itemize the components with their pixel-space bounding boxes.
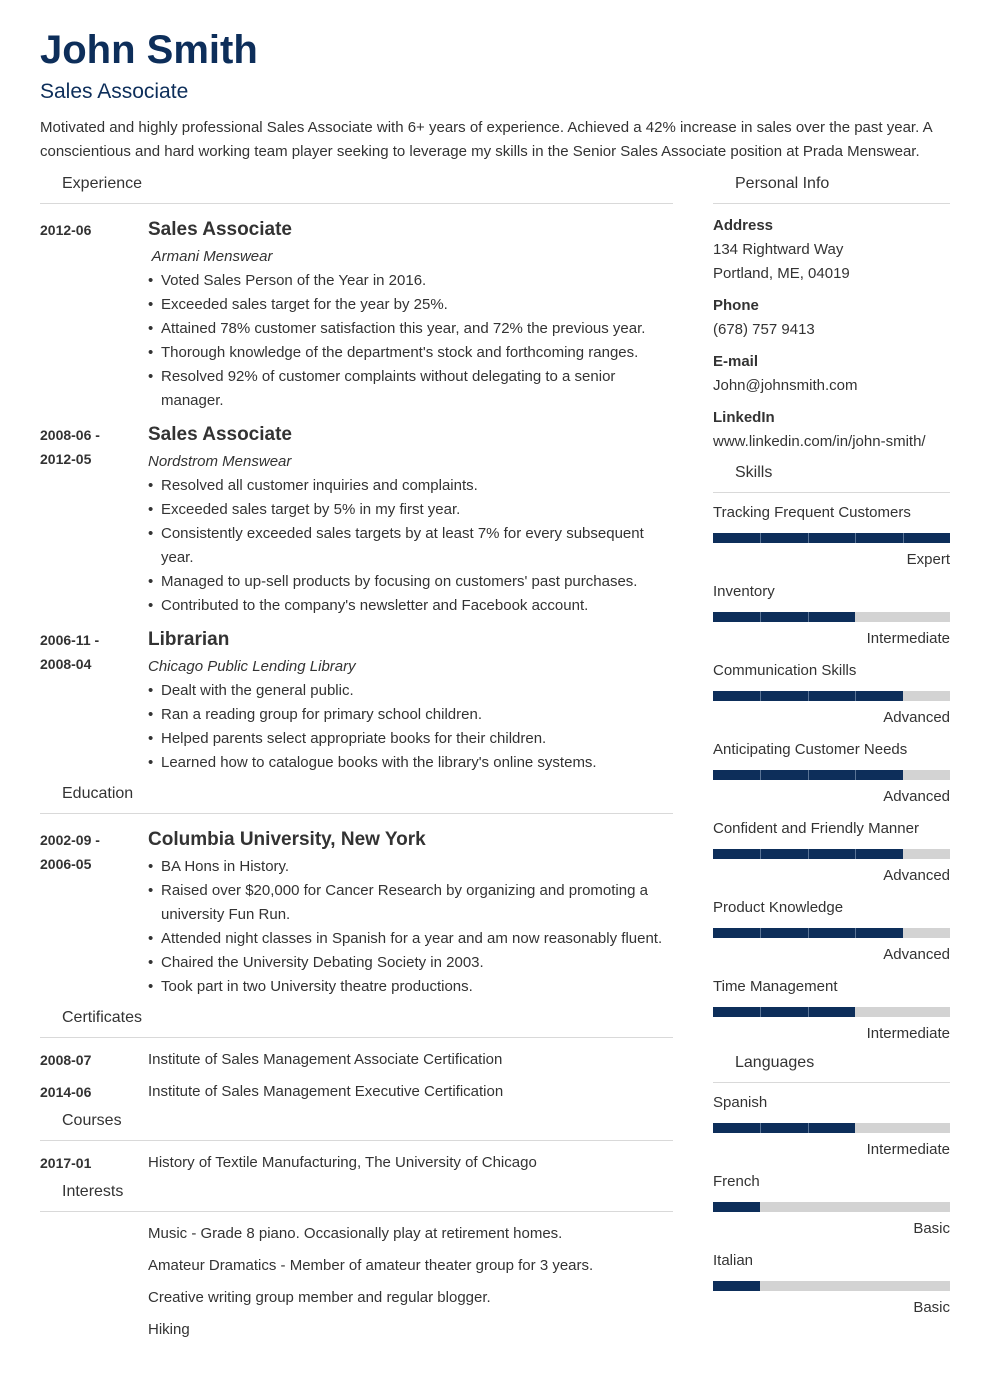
bar-segment-divider xyxy=(760,928,761,938)
education-detail: • Attended night classes in Spanish for a year and am now reasonably fluent. xyxy=(148,927,673,951)
hand-icon xyxy=(713,459,735,486)
course-name: History of Textile Manufacturing, The University of Chicago xyxy=(148,1154,537,1171)
experience-title: Experience xyxy=(62,174,143,192)
language-level-fill xyxy=(713,1281,760,1291)
bar-segment-divider xyxy=(855,691,856,701)
interest-item: Creative writing group member and regular blogger. xyxy=(148,1289,491,1306)
bar-segment-divider xyxy=(808,612,809,622)
email-value: John@johnsmith.com xyxy=(713,377,858,394)
bar-segment-divider xyxy=(855,770,856,780)
education-item xyxy=(40,828,673,999)
bar-segment-divider xyxy=(855,849,856,859)
certificate-date: 2014-06 xyxy=(40,1084,92,1100)
courses-header xyxy=(40,1107,673,1141)
experience-item xyxy=(40,628,673,775)
skill-level-bar xyxy=(713,928,950,938)
education-detail: • Raised over $20,000 for Cancer Research by organizing and promoting a university Fun Run. xyxy=(148,879,673,927)
courses-title: Courses xyxy=(62,1111,122,1129)
achievement-item: • Managed to up-sell products by focusing on customers' past purchases. xyxy=(148,570,673,594)
profile-summary: Motivated and highly professional Sales Associate with 6+ years of experience. Achieved a 42% increase in sales over the past year. A conscientious and hard working team player seeking to leverage my skills in the Senior Sales Associate position at Prada Menswear. xyxy=(40,119,932,160)
skill-item xyxy=(713,819,950,886)
skill-name: Anticipating Customer Needs xyxy=(713,741,908,758)
personal-info-header xyxy=(713,170,950,204)
language-name: Italian xyxy=(713,1252,754,1269)
language-level-bar xyxy=(713,1202,950,1212)
languages-header xyxy=(713,1049,950,1083)
experience-item xyxy=(40,218,673,413)
skills-header xyxy=(713,459,950,493)
certificate-name: Institute of Sales Management Associate Certification xyxy=(148,1051,503,1068)
employer: Nordstrom Menswear xyxy=(148,453,292,470)
experience-entry xyxy=(148,628,673,775)
skill-level-fill xyxy=(713,1007,855,1017)
skill-level-label: Advanced xyxy=(883,788,950,805)
bar-segment-divider xyxy=(808,691,809,701)
job-title: Sales Associate xyxy=(148,424,292,445)
personal-info-title: Personal Info xyxy=(735,174,830,192)
award-ribbon-icon xyxy=(40,1004,62,1031)
skill-name: Tracking Frequent Customers xyxy=(713,504,911,521)
main-column xyxy=(40,170,673,1342)
briefcase-icon xyxy=(40,170,62,197)
certificates-section xyxy=(40,1004,673,1104)
language-item xyxy=(713,1251,950,1318)
language-level-label: Intermediate xyxy=(866,1141,950,1158)
job-title: Sales Associate xyxy=(148,219,292,240)
skill-level-label: Expert xyxy=(906,551,950,568)
achievement-item: • Attained 78% customer satisfaction this year, and 72% the previous year. xyxy=(148,317,673,341)
basketball-icon xyxy=(40,1178,62,1205)
interests-header xyxy=(40,1178,673,1212)
skill-name: Product Knowledge xyxy=(713,899,844,916)
interest-item: Amateur Dramatics - Member of amateur theater group for 3 years. xyxy=(148,1257,594,1274)
experience-entry xyxy=(148,218,673,413)
interest-item: Hiking xyxy=(148,1321,190,1338)
skill-level-bar xyxy=(713,691,950,701)
job-title: Librarian xyxy=(148,629,230,650)
date-end: 2006-05 xyxy=(40,856,92,872)
achievement-list xyxy=(148,474,673,618)
interest-list xyxy=(148,1222,673,1342)
language-name: French xyxy=(713,1173,760,1190)
skill-level-label: Advanced xyxy=(883,709,950,726)
bar-segment-divider xyxy=(903,533,904,543)
address-line2: Portland, ME, 04019 xyxy=(713,265,850,282)
certificate-date: 2008-07 xyxy=(40,1052,92,1068)
certificate-item xyxy=(40,1080,673,1104)
skill-name: Communication Skills xyxy=(713,662,857,679)
language-item xyxy=(713,1093,950,1160)
languages-section xyxy=(713,1049,950,1318)
experience-date xyxy=(40,218,148,413)
resume-header xyxy=(40,24,950,164)
candidate-name: John Smith xyxy=(40,28,258,72)
achievement-item: • Helped parents select appropriate books for their children. xyxy=(148,727,673,751)
achievement-item: • Ran a reading group for primary school children. xyxy=(148,703,673,727)
education-detail: • Chaired the University Debating Society in 2003. xyxy=(148,951,673,975)
interests-section xyxy=(40,1178,673,1342)
skill-name: Inventory xyxy=(713,583,775,600)
bar-segment-divider xyxy=(808,928,809,938)
experience-item xyxy=(40,423,673,618)
bar-segment-divider xyxy=(808,1123,809,1133)
achievement-item: • Voted Sales Person of the Year in 2016. xyxy=(148,269,673,293)
achievement-item: • Exceeded sales target by 5% in my first year. xyxy=(148,498,673,522)
achievement-item: • Dealt with the general public. xyxy=(148,679,673,703)
certificate-name: Institute of Sales Management Executive Certification xyxy=(148,1083,504,1100)
education-section xyxy=(40,780,673,999)
bar-segment-divider xyxy=(855,928,856,938)
education-title: Education xyxy=(62,784,134,802)
education-date xyxy=(40,828,148,999)
skill-level-bar xyxy=(713,849,950,859)
languages-title: Languages xyxy=(735,1053,815,1071)
date-start: 2002-09 - xyxy=(40,832,100,848)
education-detail: • Took part in two University theatre productions. xyxy=(148,975,673,999)
language-item xyxy=(713,1172,950,1239)
skill-level-label: Advanced xyxy=(883,867,950,884)
bar-segment-divider xyxy=(760,770,761,780)
language-level-bar xyxy=(713,1123,950,1133)
skill-level-fill xyxy=(713,533,950,543)
date-end: 2012-05 xyxy=(40,451,92,467)
skill-item xyxy=(713,503,950,570)
language-level-fill xyxy=(713,1123,855,1133)
linkedin-label: LinkedIn xyxy=(713,409,775,426)
email-label: E-mail xyxy=(713,353,759,370)
education-header xyxy=(40,780,673,814)
achievement-item: • Contributed to the company's newsletter and Facebook account. xyxy=(148,594,673,618)
address-line1: 134 Rightward Way xyxy=(713,241,844,258)
achievement-item: • Thorough knowledge of the department's stock and forthcoming ranges. xyxy=(148,341,673,365)
address-label: Address xyxy=(713,217,774,234)
bar-segment-divider xyxy=(855,533,856,543)
education-entry xyxy=(148,828,673,999)
course-date: 2017-01 xyxy=(40,1155,92,1171)
phone-label: Phone xyxy=(713,297,759,314)
skill-item xyxy=(713,661,950,728)
bar-segment-divider xyxy=(760,691,761,701)
interest-item: Music - Grade 8 piano. Occasionally play at retirement homes. xyxy=(148,1225,563,1242)
bar-segment-divider xyxy=(760,849,761,859)
experience-header xyxy=(40,170,673,204)
certificate-item xyxy=(40,1048,673,1072)
sidebar-column xyxy=(713,170,950,1318)
bar-segment-divider xyxy=(760,1123,761,1133)
skill-level-label: Intermediate xyxy=(866,630,950,647)
skill-name: Confident and Friendly Manner xyxy=(713,820,919,837)
achievement-item: • Learned how to catalogue books with the library's online systems. xyxy=(148,751,673,775)
achievement-item: • Resolved all customer inquiries and complaints. xyxy=(148,474,673,498)
language-level-bar xyxy=(713,1281,950,1291)
phone-value: (678) 757 9413 xyxy=(713,321,815,338)
certificates-title: Certificates xyxy=(62,1008,143,1026)
experience-date xyxy=(40,423,148,618)
skill-level-label: Advanced xyxy=(883,946,950,963)
bar-segment-divider xyxy=(808,849,809,859)
employer: Chicago Public Lending Library xyxy=(148,658,356,675)
skill-item xyxy=(713,898,950,965)
skills-section xyxy=(713,459,950,1044)
skills-list xyxy=(713,503,950,1044)
date-end: 2008-04 xyxy=(40,656,92,672)
bar-segment-divider xyxy=(760,612,761,622)
education-detail: • BA Hons in History. xyxy=(148,855,673,879)
linkedin-value: www.linkedin.com/in/john-smith/ xyxy=(713,433,926,450)
candidate-title: Sales Associate xyxy=(40,80,189,103)
shield-icon xyxy=(40,1107,62,1134)
school-name: Columbia University, New York xyxy=(148,829,426,850)
interests-title: Interests xyxy=(62,1182,124,1200)
skill-item xyxy=(713,582,950,649)
language-level-fill xyxy=(713,1202,760,1212)
bar-segment-divider xyxy=(808,533,809,543)
achievement-item: • Exceeded sales target for the year by 25%. xyxy=(148,293,673,317)
bar-segment-divider xyxy=(808,770,809,780)
skill-level-fill xyxy=(713,612,855,622)
personal-info-body xyxy=(713,214,950,454)
courses-section xyxy=(40,1107,673,1175)
experience-date xyxy=(40,628,148,775)
person-icon xyxy=(713,170,735,197)
language-name: Spanish xyxy=(713,1094,768,1111)
flag-icon xyxy=(713,1049,735,1076)
skill-name: Time Management xyxy=(713,978,838,995)
skills-title: Skills xyxy=(735,463,773,481)
skill-item xyxy=(713,740,950,807)
bar-segment-divider xyxy=(760,533,761,543)
date-start: 2012-06 xyxy=(40,222,92,238)
skill-level-bar xyxy=(713,770,950,780)
languages-list xyxy=(713,1093,950,1318)
skill-level-label: Intermediate xyxy=(866,1025,950,1042)
language-level-label: Basic xyxy=(913,1299,950,1316)
achievement-item: • Consistently exceeded sales targets by at least 7% for every subsequent year. xyxy=(148,522,673,570)
achievement-list xyxy=(148,679,673,775)
skill-level-bar xyxy=(713,1007,950,1017)
date-start: 2006-11 - xyxy=(40,632,100,648)
skill-item xyxy=(713,977,950,1044)
personal-info-section xyxy=(713,170,950,454)
course-item xyxy=(40,1151,673,1175)
education-list xyxy=(148,855,673,999)
graduation-cap-icon xyxy=(40,780,62,807)
achievement-item: • Resolved 92% of customer complaints without delegating to a senior manager. xyxy=(148,365,673,413)
experience-entry xyxy=(148,423,673,618)
bar-segment-divider xyxy=(808,1007,809,1017)
bar-segment-divider xyxy=(760,1007,761,1017)
skill-level-bar xyxy=(713,612,950,622)
language-level-label: Basic xyxy=(913,1220,950,1237)
skill-level-bar xyxy=(713,533,950,543)
certificates-header xyxy=(40,1004,673,1038)
employer: Armani Menswear xyxy=(148,248,273,265)
date-start: 2008-06 - xyxy=(40,427,100,443)
achievement-list xyxy=(148,269,673,413)
experience-section xyxy=(40,170,673,775)
